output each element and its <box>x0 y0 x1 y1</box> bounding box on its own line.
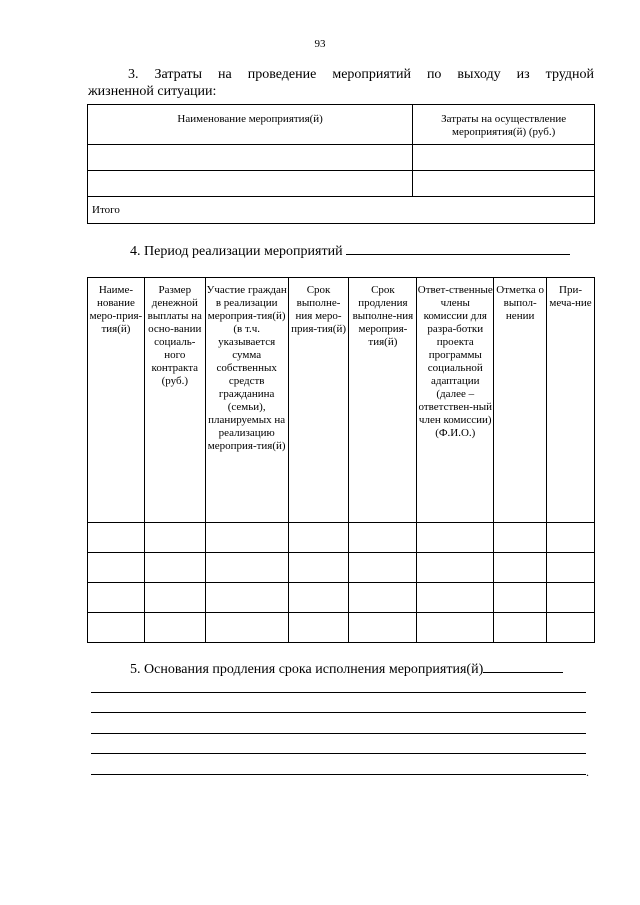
table-cell[interactable] <box>144 613 205 643</box>
reason-line[interactable] <box>91 712 586 713</box>
header-responsible-members: Ответ-ственные члены комиссии для разра-ботки проекта программы социальной адаптации (далее – ответствен-ный член комиссии) (Ф.И.О.) <box>417 278 494 523</box>
table-cell[interactable] <box>205 553 288 583</box>
table-row <box>88 145 595 171</box>
table-row <box>88 523 595 553</box>
table-cell[interactable] <box>413 171 595 197</box>
header-completion-date: Срок выполне-ния меро-прия-тия(й) <box>288 278 349 523</box>
page-number: 93 <box>314 38 326 50</box>
table-cell[interactable] <box>547 523 595 553</box>
reason-line[interactable] <box>91 692 586 693</box>
table-cell[interactable] <box>144 553 205 583</box>
header-note: При-меча-ние <box>547 278 595 523</box>
table-cell[interactable] <box>144 523 205 553</box>
table-cell[interactable] <box>349 583 417 613</box>
table-cell[interactable] <box>349 523 417 553</box>
table-cell[interactable] <box>547 583 595 613</box>
reason-line[interactable] <box>91 753 586 754</box>
table-cell[interactable] <box>417 613 494 643</box>
section3-heading-line1: 3. Затраты на проведение мероприятий по выходу из трудной <box>128 67 594 82</box>
costs-total-label: Итого <box>88 197 595 224</box>
table-cell[interactable] <box>494 613 547 643</box>
reason-line[interactable] <box>91 733 586 734</box>
table-cell[interactable] <box>349 613 417 643</box>
table-cell[interactable] <box>88 583 145 613</box>
table-cell[interactable] <box>144 583 205 613</box>
reason-line[interactable] <box>91 774 586 775</box>
table-cell[interactable] <box>288 553 349 583</box>
table-cell[interactable] <box>205 523 288 553</box>
section5-line <box>130 660 563 678</box>
header-activity-name: Наиме-нование меро-прия-тия(й) <box>88 278 145 523</box>
reason-blank[interactable] <box>483 660 563 673</box>
table-row <box>88 613 595 643</box>
table-cell[interactable] <box>417 553 494 583</box>
table-cell[interactable] <box>417 583 494 613</box>
table-cell[interactable] <box>288 523 349 553</box>
table-cell[interactable] <box>494 583 547 613</box>
table-row <box>88 171 595 197</box>
header-citizen-participation: Участие граждан в реализации мероприя-тия(й) (в т.ч. указывается сумма собственных средств гражданина (семьи), планируемых на реализацию мероприя-тия(й) <box>205 278 288 523</box>
table-cell[interactable] <box>205 583 288 613</box>
table-row <box>88 583 595 613</box>
table-cell[interactable] <box>413 145 595 171</box>
activities-table <box>87 277 595 643</box>
table-cell[interactable] <box>88 145 413 171</box>
table-cell[interactable] <box>288 583 349 613</box>
table-cell[interactable] <box>88 613 145 643</box>
table-cell[interactable] <box>547 613 595 643</box>
table-cell[interactable] <box>205 613 288 643</box>
end-mark: . <box>586 765 589 779</box>
table-row <box>88 553 595 583</box>
costs-table <box>87 104 595 224</box>
table-cell[interactable] <box>494 523 547 553</box>
table-cell[interactable] <box>88 171 413 197</box>
table-cell[interactable] <box>547 553 595 583</box>
section3-heading-line2: жизненной ситуации: <box>88 84 217 99</box>
section5-label: 5. Основания продления срока исполнения мероприятия(й) <box>130 662 484 677</box>
section3-heading <box>88 66 594 100</box>
table-cell[interactable] <box>288 613 349 643</box>
table-cell[interactable] <box>417 523 494 553</box>
costs-header-cost: Затраты на осуществление мероприятия(й) (руб.) <box>413 105 595 145</box>
section4-line <box>130 242 570 260</box>
table-cell[interactable] <box>349 553 417 583</box>
header-completion-mark: Отметка о выпол-нении <box>494 278 547 523</box>
costs-header-name: Наименование мероприятия(й) <box>88 105 413 145</box>
table-cell[interactable] <box>88 553 145 583</box>
table-cell[interactable] <box>494 553 547 583</box>
section4-label: 4. Период реализации мероприятий <box>130 244 343 259</box>
period-blank[interactable] <box>346 242 570 255</box>
table-cell[interactable] <box>88 523 145 553</box>
header-extension-date: Срок продления выполне-ния мероприя-тия(й) <box>349 278 417 523</box>
header-payment-amount: Размер денежной выплаты на осно-вании социаль-ного контракта (руб.) <box>144 278 205 523</box>
